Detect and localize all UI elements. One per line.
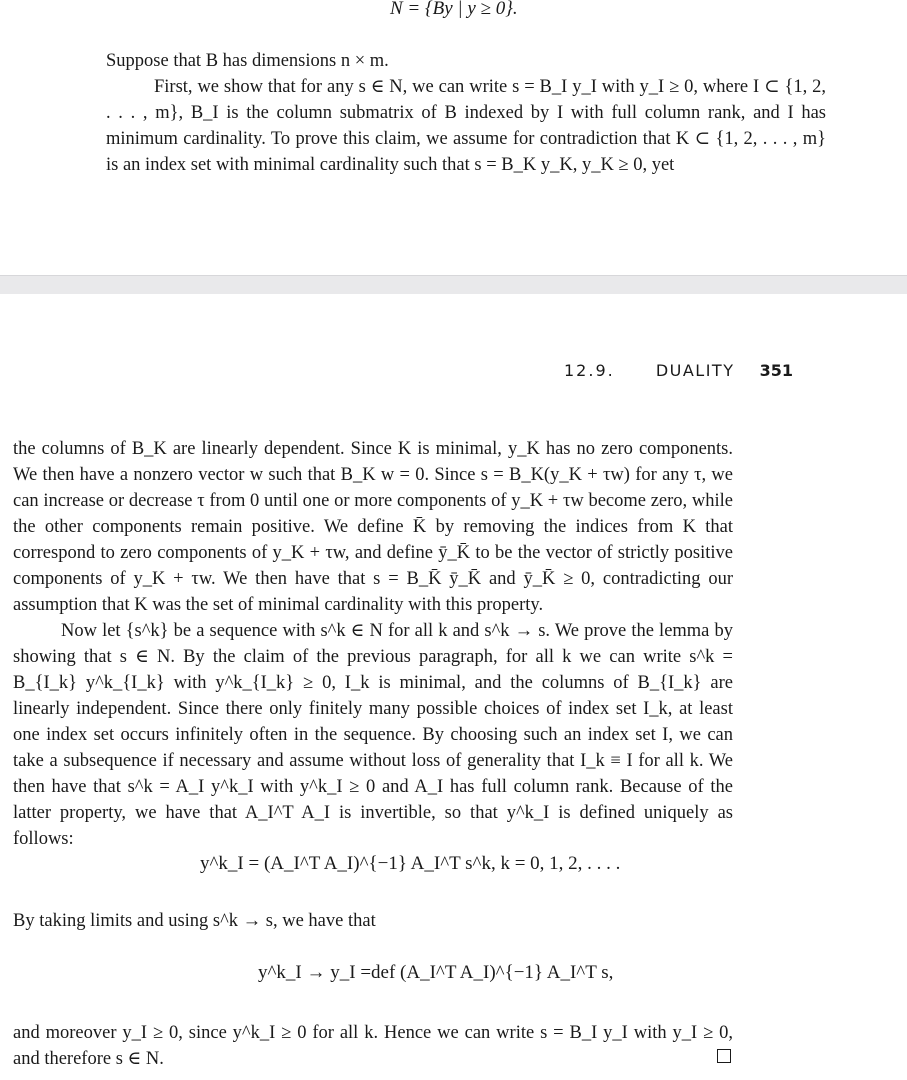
paragraph-contradiction: the columns of B_K are linearly dependent. Since K is minimal, y_K has no zero components. We then have a nonzero vector w such that B_K w = 0. Since s = B_K(y_K + τw) for any τ, we can increase or decrease τ from 0 until one or more components of y_K + τw become zero, while the other components remain positive. We define K̄ by removing the indices from K that correspond to zero components of y_K + τw, and define ȳ_K̄ to be the vector of strictly positive components of y_K + τw. We then have that s = B_K̄ ȳ_K̄ and ȳ_K̄ ≥ 0, contradicting our assumption that K was the set of minimal cardinality with this property. xyxy=(13,439,733,615)
page-separator xyxy=(0,275,907,295)
section-title: DUALITY xyxy=(655,361,735,380)
page-number: 351 xyxy=(759,361,793,380)
paragraph-claim: First, we show that for any s ∈ N, we can write s = B_I y_I with y_I ≥ 0, where I ⊂ {1, 2, . . . , m}, B_I is the column submatrix of B indexed by I with full column rank, and I has minimum cardinality. To prove this claim, we assume for contradiction that K ⊂ {1, 2, . . . , m} is an index set with minimal cardinality such that s = B_K y_K, y_K ≥ 0, yet xyxy=(106,77,826,175)
section-number: 12.9. xyxy=(564,361,615,380)
display-equation-uniqueness: y^k_I = (A_I^T A_I)^{−1} A_I^T s^k, k = 0, 1, 2, . . . . xyxy=(200,853,621,874)
paragraph-dimensions: Suppose that B has dimensions n × m. xyxy=(106,51,389,71)
cone-definition-equation: N = {By | y ≥ 0}. xyxy=(390,0,518,19)
previous-page-fragment xyxy=(0,0,907,275)
paragraph-sequence-proof: Now let {s^k} be a sequence with s^k ∈ N for all k and s^k → s. We prove the lemma by showing that s ∈ N. By the claim of the previous paragraph, for all k we can write s^k = B_{I_k} y^k_{I_k} with y^k_{I_k} ≥ 0, I_k is minimal, and the columns of B_{I_k} are linearly independent. Since there only finitely many possible choices of index set I_k, at least one index set occurs infinitely often in the sequence. By choosing such an index set I, we can take a subsequence if necessary and assume without loss of generality that I_k ≡ I for all k. We then have that s^k = A_I y^k_I with y^k_I ≥ 0 and A_I has full column rank. Because of the latter property, we have that A_I^T A_I is invertible, so that y^k_I is defined uniquely as follows: xyxy=(13,621,733,849)
running-header xyxy=(564,361,793,380)
paragraph-limits: By taking limits and using s^k → s, we have that xyxy=(13,911,376,931)
paragraph-conclusion: and moreover y_I ≥ 0, since y^k_I ≥ 0 for all k. Hence we can write s = B_I y_I with y_I ≥ 0, and therefore s ∈ N. xyxy=(13,1023,733,1069)
display-equation-limit: y^k_I → y_I =def (A_I^T A_I)^{−1} A_I^T s, xyxy=(258,962,614,983)
qed-symbol xyxy=(717,1049,731,1063)
